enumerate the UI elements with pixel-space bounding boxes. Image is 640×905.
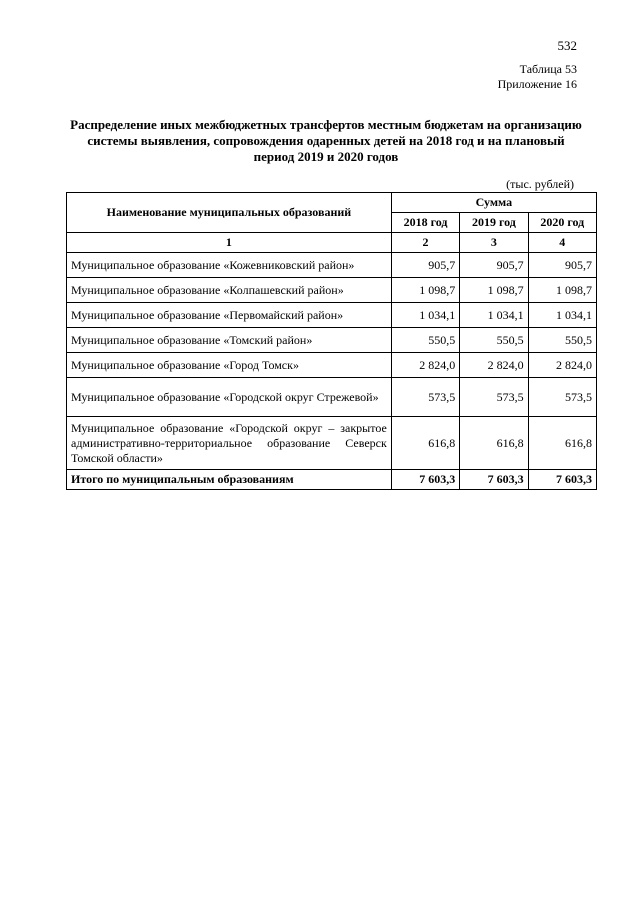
- value-2019: 2 824,0: [460, 353, 528, 378]
- total-2020: 7 603,3: [528, 470, 596, 490]
- value-2020: 1 098,7: [528, 278, 596, 303]
- header-row: [67, 193, 597, 213]
- value-2018: 573,5: [391, 378, 459, 417]
- municipality-name: Муниципальное образование «Кожевниковский район»: [67, 253, 392, 278]
- value-2020: 573,5: [528, 378, 596, 417]
- value-2018: 1 034,1: [391, 303, 459, 328]
- value-2020: 1 034,1: [528, 303, 596, 328]
- column-number: 4: [528, 233, 596, 253]
- column-numbers-row: [67, 233, 597, 253]
- total-2019: 7 603,3: [460, 470, 528, 490]
- value-2020: 905,7: [528, 253, 596, 278]
- municipality-name: Муниципальное образование «Городской округ – закрытое административно-территориальное образование Северск Томской области»: [67, 417, 392, 470]
- header-name: Наименование муниципальных образований: [67, 193, 392, 233]
- municipality-name: Муниципальное образование «Первомайский район»: [67, 303, 392, 328]
- column-number: 2: [391, 233, 459, 253]
- municipality-name: Муниципальное образование «Город Томск»: [67, 353, 392, 378]
- value-2019: 550,5: [460, 328, 528, 353]
- municipality-name: Муниципальное образование «Колпашевский район»: [67, 278, 392, 303]
- column-number: 1: [67, 233, 392, 253]
- total-row: [67, 470, 597, 490]
- transfers-table: [66, 192, 597, 490]
- value-2020: 616,8: [528, 417, 596, 470]
- table-row: [67, 353, 597, 378]
- value-2019: 1 034,1: [460, 303, 528, 328]
- header-year-2020: 2020 год: [528, 213, 596, 233]
- header-year-2019: 2019 год: [460, 213, 528, 233]
- value-2019: 573,5: [460, 378, 528, 417]
- value-2020: 2 824,0: [528, 353, 596, 378]
- value-2018: 616,8: [391, 417, 459, 470]
- header-year-2018: 2018 год: [391, 213, 459, 233]
- table-number: Таблица 53: [519, 62, 577, 76]
- value-2018: 1 098,7: [391, 278, 459, 303]
- value-2019: 1 098,7: [460, 278, 528, 303]
- column-number: 3: [460, 233, 528, 253]
- municipality-name: Муниципальное образование «Городской округ Стрежевой»: [67, 378, 392, 417]
- total-2018: 7 603,3: [391, 470, 459, 490]
- table-row: [67, 417, 597, 470]
- value-2018: 2 824,0: [391, 353, 459, 378]
- table-row: [67, 328, 597, 353]
- total-label: Итого по муниципальным образованиям: [67, 470, 392, 490]
- municipality-name: Муниципальное образование «Томский район»: [67, 328, 392, 353]
- value-2018: 905,7: [391, 253, 459, 278]
- value-2018: 550,5: [391, 328, 459, 353]
- table-row: [67, 253, 597, 278]
- page-number: 532: [557, 38, 577, 53]
- appendix-number: Приложение 16: [497, 77, 577, 91]
- document-title: Распределение иных межбюджетных трансфертов местным бюджетам на организацию системы выявления, сопровождения одаренных детей на 2018 год и на плановый период 2019 и 2020 годов: [70, 117, 582, 164]
- header-sum: Сумма: [391, 193, 596, 213]
- table-row: [67, 278, 597, 303]
- value-2020: 550,5: [528, 328, 596, 353]
- table-label: [498, 62, 577, 92]
- units-note: (тыс. рублей): [506, 177, 574, 191]
- table-row: [67, 378, 597, 417]
- value-2019: 905,7: [460, 253, 528, 278]
- table-row: [67, 303, 597, 328]
- value-2019: 616,8: [460, 417, 528, 470]
